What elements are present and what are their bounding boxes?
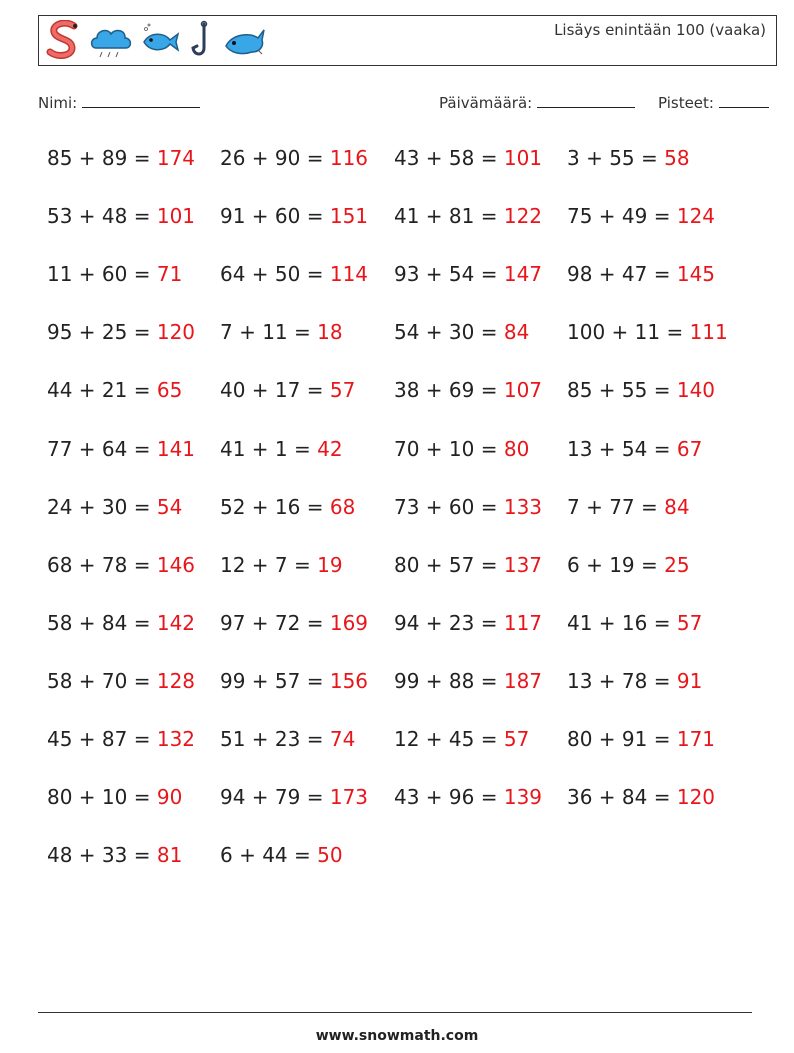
- problem-answer: 54: [156, 494, 183, 519]
- problem-row: [47, 843, 787, 873]
- addition-problem: [220, 553, 343, 577]
- date-label: Päivämäärä:: [439, 94, 533, 112]
- addition-problem: [567, 320, 728, 344]
- date-blank[interactable]: [537, 93, 635, 108]
- problem-question: 98 + 47 =: [567, 262, 677, 287]
- problem-question: 7 + 77 =: [567, 494, 665, 519]
- problem-answer: 107: [503, 378, 543, 403]
- addition-problem: [220, 727, 355, 751]
- addition-problem: [220, 785, 368, 809]
- problem-row: [47, 611, 787, 641]
- problem-answer: 187: [503, 668, 543, 693]
- blue-fish-icon: [222, 20, 268, 60]
- problem-answer: 146: [156, 552, 196, 577]
- addition-problem: [47, 320, 195, 344]
- problem-question: 53 + 48 =: [47, 204, 157, 229]
- problem-question: 41 + 1 =: [220, 436, 318, 461]
- addition-problem: [47, 785, 182, 809]
- problem-answer: 132: [156, 727, 196, 751]
- problem-question: 40 + 17 =: [220, 378, 330, 403]
- problem-answer: 139: [503, 785, 543, 810]
- problem-answer: 145: [676, 262, 716, 287]
- problem-answer: 57: [329, 378, 356, 403]
- problem-answer: 91: [676, 668, 703, 693]
- date-field[interactable]: [439, 93, 635, 112]
- problem-answer: 171: [676, 727, 716, 751]
- problem-answer: 19: [317, 552, 343, 577]
- problem-answer: 18: [317, 320, 343, 345]
- addition-problem: [567, 204, 715, 228]
- header-box: [38, 15, 777, 66]
- problem-answer: 156: [329, 668, 369, 693]
- addition-problem: [220, 437, 343, 461]
- problem-answer: 67: [676, 436, 703, 461]
- problem-answer: 116: [329, 146, 369, 170]
- problem-row: [47, 669, 787, 699]
- problem-answer: 74: [329, 727, 356, 751]
- problem-question: 94 + 23 =: [394, 610, 504, 635]
- problem-row: [47, 320, 787, 350]
- problem-question: 68 + 78 =: [47, 552, 157, 577]
- addition-problem: [47, 843, 182, 867]
- problem-answer: 120: [156, 320, 196, 345]
- problem-question: 43 + 96 =: [394, 785, 504, 810]
- problem-question: 51 + 23 =: [220, 727, 330, 751]
- problem-answer: 101: [503, 146, 543, 170]
- addition-problem: [567, 378, 715, 402]
- problem-question: 7 + 11 =: [220, 320, 318, 345]
- addition-problem: [47, 204, 195, 228]
- problem-answer: 137: [503, 552, 543, 577]
- problem-row: [47, 204, 787, 234]
- addition-problem: [394, 437, 529, 461]
- addition-problem: [220, 262, 368, 286]
- problem-question: 54 + 30 =: [394, 320, 504, 345]
- problem-row: [47, 727, 787, 757]
- problem-answer: 173: [329, 785, 369, 810]
- addition-problem: [394, 553, 542, 577]
- problem-question: 97 + 72 =: [220, 610, 330, 635]
- problem-question: 80 + 91 =: [567, 727, 677, 751]
- problem-row: [47, 378, 787, 408]
- addition-problem: [47, 669, 195, 693]
- problem-answer: 117: [503, 610, 543, 635]
- problem-question: 75 + 49 =: [567, 204, 677, 229]
- problem-question: 70 + 10 =: [394, 436, 504, 461]
- icon-strip: [44, 20, 268, 60]
- addition-problem: [394, 146, 542, 170]
- problem-question: 58 + 70 =: [47, 668, 157, 693]
- problem-question: 80 + 10 =: [47, 785, 157, 810]
- problem-answer: 57: [676, 610, 703, 635]
- addition-problem: [394, 262, 542, 286]
- problem-answer: 128: [156, 668, 196, 693]
- addition-problem: [220, 611, 368, 635]
- problem-answer: 133: [503, 494, 543, 519]
- worm-icon: [44, 20, 82, 60]
- problem-answer: 84: [503, 320, 530, 345]
- addition-problem: [567, 495, 690, 519]
- problem-question: 36 + 84 =: [567, 785, 677, 810]
- problem-answer: 90: [156, 785, 183, 810]
- problem-row: [47, 495, 787, 525]
- problem-question: 41 + 16 =: [567, 610, 677, 635]
- problem-question: 95 + 25 =: [47, 320, 157, 345]
- problem-answer: 80: [503, 436, 530, 461]
- addition-problem: [567, 727, 715, 751]
- problem-question: 94 + 79 =: [220, 785, 330, 810]
- addition-problem: [567, 611, 702, 635]
- addition-problem: [567, 262, 715, 286]
- addition-problem: [47, 262, 182, 286]
- problem-answer: 169: [329, 610, 369, 635]
- addition-problem: [394, 611, 542, 635]
- problem-question: 58 + 84 =: [47, 610, 157, 635]
- problem-question: 26 + 90 =: [220, 146, 330, 170]
- addition-problem: [567, 785, 715, 809]
- problem-question: 48 + 33 =: [47, 843, 157, 868]
- problem-question: 3 + 55 =: [567, 146, 665, 170]
- addition-problem: [394, 378, 542, 402]
- problem-question: 52 + 16 =: [220, 494, 330, 519]
- problem-question: 64 + 50 =: [220, 262, 330, 287]
- footer-url: www.snowmath.com: [315, 1028, 479, 1044]
- name-field[interactable]: [38, 93, 200, 112]
- problem-question: 100 + 11 =: [567, 320, 690, 345]
- addition-problem: [47, 553, 195, 577]
- problem-question: 13 + 54 =: [567, 436, 677, 461]
- addition-problem: [567, 146, 690, 170]
- score-field[interactable]: [658, 93, 769, 112]
- addition-problem: [220, 320, 343, 344]
- addition-problem: [220, 204, 368, 228]
- problem-answer: 25: [664, 552, 690, 577]
- addition-problem: [47, 437, 195, 461]
- addition-problem: [567, 669, 702, 693]
- addition-problem: [567, 553, 690, 577]
- addition-problem: [394, 785, 542, 809]
- fish-icon: [140, 20, 182, 60]
- addition-problem: [47, 378, 182, 402]
- addition-problem: [220, 843, 343, 867]
- addition-problem: [47, 611, 195, 635]
- problem-row: [47, 553, 787, 583]
- problem-answer: 147: [503, 262, 543, 287]
- problem-row: [47, 146, 787, 176]
- problem-answer: 111: [689, 320, 728, 345]
- addition-problem: [567, 437, 702, 461]
- name-blank[interactable]: [82, 93, 200, 108]
- problem-row: [47, 785, 787, 815]
- worksheet-title: Lisäys enintään 100 (vaaka): [554, 21, 766, 39]
- problem-answer: 58: [664, 146, 690, 170]
- problem-question: 91 + 60 =: [220, 204, 330, 229]
- problem-question: 99 + 88 =: [394, 668, 504, 693]
- addition-problem: [394, 495, 542, 519]
- problem-answer: 174: [156, 146, 196, 170]
- problem-answer: 124: [676, 204, 716, 229]
- score-label: Pisteet:: [658, 94, 714, 112]
- problem-answer: 42: [317, 436, 343, 461]
- problem-question: 24 + 30 =: [47, 494, 157, 519]
- addition-problem: [394, 320, 529, 344]
- problem-question: 85 + 89 =: [47, 146, 157, 170]
- addition-problem: [47, 727, 195, 751]
- problem-question: 80 + 57 =: [394, 552, 504, 577]
- score-blank[interactable]: [719, 93, 769, 108]
- problem-answer: 151: [329, 204, 369, 229]
- rain-cloud-icon: [88, 20, 134, 60]
- problem-question: 73 + 60 =: [394, 494, 504, 519]
- name-label: Nimi:: [38, 94, 78, 112]
- fishing-hook-icon: [188, 20, 216, 60]
- problem-row: [47, 262, 787, 292]
- addition-problem: [47, 495, 182, 519]
- addition-problem: [220, 495, 355, 519]
- problem-answer: 120: [676, 785, 716, 810]
- problem-question: 12 + 7 =: [220, 552, 318, 577]
- problem-question: 45 + 87 =: [47, 727, 157, 751]
- problem-question: 6 + 44 =: [220, 843, 318, 868]
- problem-question: 12 + 45 =: [394, 727, 504, 751]
- problem-question: 38 + 69 =: [394, 378, 504, 403]
- addition-problem: [394, 204, 542, 228]
- problem-answer: 65: [156, 378, 183, 403]
- problem-answer: 142: [156, 610, 196, 635]
- addition-problem: [220, 669, 368, 693]
- problem-question: 93 + 54 =: [394, 262, 504, 287]
- problem-answer: 141: [156, 436, 196, 461]
- problem-answer: 84: [664, 494, 690, 519]
- problem-question: 99 + 57 =: [220, 668, 330, 693]
- problem-row: [47, 437, 787, 467]
- addition-problem: [220, 146, 368, 170]
- problem-question: 85 + 55 =: [567, 378, 677, 403]
- problem-question: 13 + 78 =: [567, 668, 677, 693]
- problem-answer: 68: [329, 494, 356, 519]
- problem-question: 6 + 19 =: [567, 552, 665, 577]
- problem-answer: 71: [156, 262, 183, 287]
- problem-answer: 57: [503, 727, 530, 751]
- problem-question: 41 + 81 =: [394, 204, 504, 229]
- problem-question: 11 + 60 =: [47, 262, 157, 287]
- addition-problem: [394, 727, 529, 751]
- problem-answer: 122: [503, 204, 543, 229]
- addition-problem: [394, 669, 542, 693]
- footer-divider: [38, 1012, 752, 1013]
- problem-question: 44 + 21 =: [47, 378, 157, 403]
- problem-answer: 50: [317, 843, 343, 868]
- problem-answer: 114: [329, 262, 369, 287]
- problem-question: 77 + 64 =: [47, 436, 157, 461]
- addition-problem: [47, 146, 195, 170]
- addition-problem: [220, 378, 355, 402]
- problem-question: 43 + 58 =: [394, 146, 504, 170]
- problem-answer: 101: [156, 204, 196, 229]
- problem-answer: 81: [156, 843, 183, 868]
- problem-answer: 140: [676, 378, 716, 403]
